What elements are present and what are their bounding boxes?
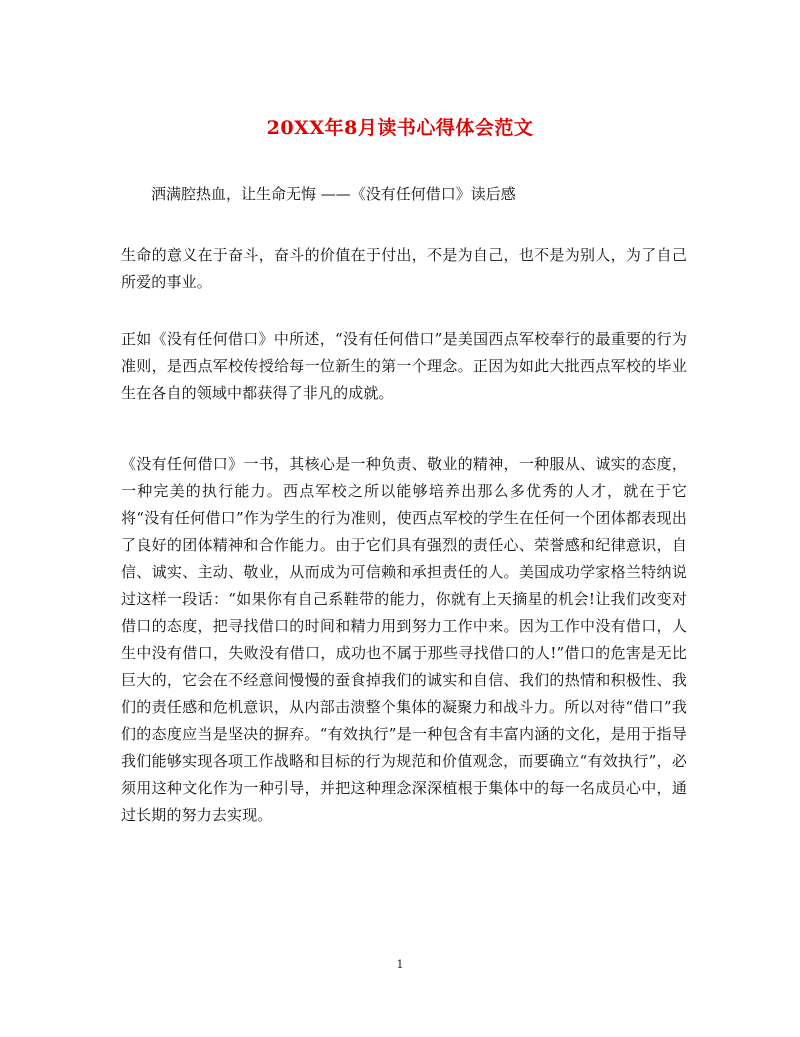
paragraph-2: 正如《没有任何借口》中所述，“没有任何借口”是美国西点军校奉行的最重要的行为准则，是西点军校传授给每一位新生的第一个理念。正因为如此大批西点军校的毕业生在各自的领域中都获得了非凡的成就。 bbox=[121, 330, 687, 402]
page-number: 1 bbox=[396, 958, 404, 971]
paragraph-1: 生命的意义在于奋斗，奋斗的价值在于付出，不是为自己，也不是为别人，为了自己所爱的事业。 bbox=[121, 246, 687, 291]
document-title: 20XX年8月读书心得体会范文 bbox=[266, 117, 534, 139]
document-subtitle: 洒满腔热血，让生命无悔 ——《没有任何借口》读后感 bbox=[151, 185, 516, 203]
paragraph-3: 《没有任何借口》一书，其核心是一种负责、敬业的精神，一种服从、诚实的态度，一种完美的执行能力。西点军校之所以能够培养出那么多优秀的人才，就在于它将“没有任何借口”作为学生的行为准则，使西点军校的学生在任何一个团体都表现出了良好的团体精神和合作能力。由于它们具有强烈的责任心、荣誉感和纪律意识，自信、诚实、主动、敬业，从而成为可信赖和承担责任的人。美国成功学家格兰特纳说过这样一段话：“如果你有自己系鞋带的能力，你就有上天摘星的机会!让我们改变对借口的态度，把寻找借口的时间和精力用到努力工作中来。因为工作中没有借口，人生中没有借口，失败没有借口，成功也不属于那些寻找借口的人!”借口的危害是无比巨大的，它会在不经意间慢慢的蚕食掉我们的诚实和自信、我们的热情和积极性、我们的责任感和危机意识，从内部击溃整个集体的凝聚力和战斗力。所以对待“借口”我们的态度应当是坚决的摒弃。“有效执行”是一种包含有丰富内涵的文化，是用于指导我们能够实现各项工作战略和目标的行为规范和价值观念，而要确立“有效执行”，必须用这种文化作为一种引导，并把这种理念深深植根于集体中的每一名成员心中，通过长期的努力去实现。 bbox=[121, 455, 687, 824]
